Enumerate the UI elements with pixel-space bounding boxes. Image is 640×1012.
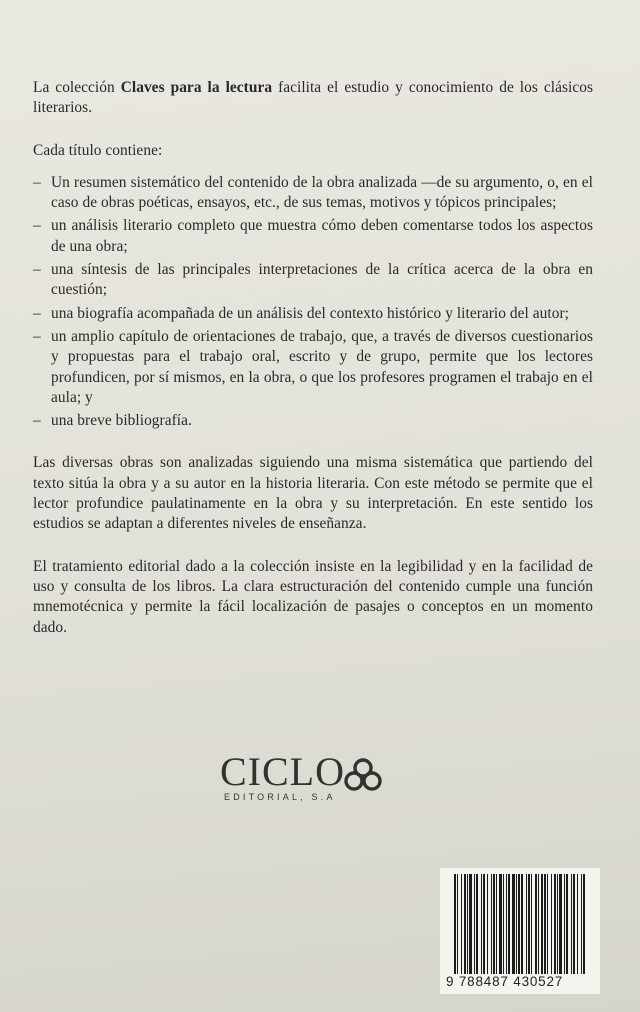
list-item: – una breve bibliografía. bbox=[33, 411, 593, 431]
publisher-name: CICLO bbox=[220, 749, 345, 794]
publisher-subtitle: EDITORIAL, S.A bbox=[224, 792, 336, 802]
dash-marker: – bbox=[33, 217, 41, 235]
dash-marker: – bbox=[33, 412, 41, 430]
contents-list bbox=[33, 173, 593, 432]
barcode-bars bbox=[452, 874, 588, 974]
intro-paragraph bbox=[33, 78, 593, 119]
editorial-paragraph: El tratamiento editorial dado a la colección insiste en la legibilidad y en la facilidad de uso y consulta de los libros. La clara estructuración del contenido cumple una función mnemotécnica y permite la fácil localización de pasajes o conceptos en un momento dado. bbox=[33, 557, 593, 636]
isbn-barcode bbox=[440, 868, 600, 994]
intro-suffix: facilita el estudio y conocimiento de los clásicos literarios. bbox=[33, 79, 593, 117]
dash-marker: – bbox=[33, 327, 41, 345]
publisher-logo bbox=[220, 749, 390, 802]
method-paragraph: Las diversas obras son analizadas siguiendo una misma sistemática que partiendo del texto sitúa la obra y a su autor en la historia literaria. Con este método se permite que el lector profundice paulatinamente en la obra y su interpretación. En este sentido los estudios se adaptan a diferentes niveles de enseñanza. bbox=[33, 454, 593, 533]
back-cover-text bbox=[33, 78, 593, 660]
collection-name: Claves para la lectura bbox=[120, 79, 273, 96]
list-item: – un amplio capítulo de orientaciones de trabajo, que, a través de diversos cuestionarios y propuestas para el trabajo oral, escrito y de grupo, permite que los lectores profundicen, por sí mismos, en la obra, o que los profesores programen el trabajo en el aula; y bbox=[33, 327, 593, 406]
list-item: – una síntesis de las principales interpretaciones de la crítica acerca de la obra en cuestión; bbox=[33, 261, 593, 299]
list-item: – Un resumen sistemático del contenido de la obra analizada —de su argumento, o, en el caso de obras poéticas, ensayos, etc., de sus temas, motivos y tópicos principales; bbox=[33, 173, 593, 212]
dash-marker: – bbox=[33, 261, 41, 279]
dash-marker: – bbox=[33, 173, 41, 191]
isbn-number: 9 788487 430527 bbox=[446, 974, 564, 989]
trefoil-knot-icon bbox=[342, 758, 384, 792]
intro-prefix: La colección bbox=[33, 79, 121, 96]
contents-heading: Cada título contiene: bbox=[33, 141, 163, 159]
list-item: – una biografía acompañada de un análisis del contexto histórico y literario del autor; bbox=[33, 304, 593, 324]
dash-marker: – bbox=[33, 304, 41, 322]
list-item: – un análisis literario completo que muestra cómo deben comentarse todos los aspectos de una obra; bbox=[33, 217, 593, 255]
